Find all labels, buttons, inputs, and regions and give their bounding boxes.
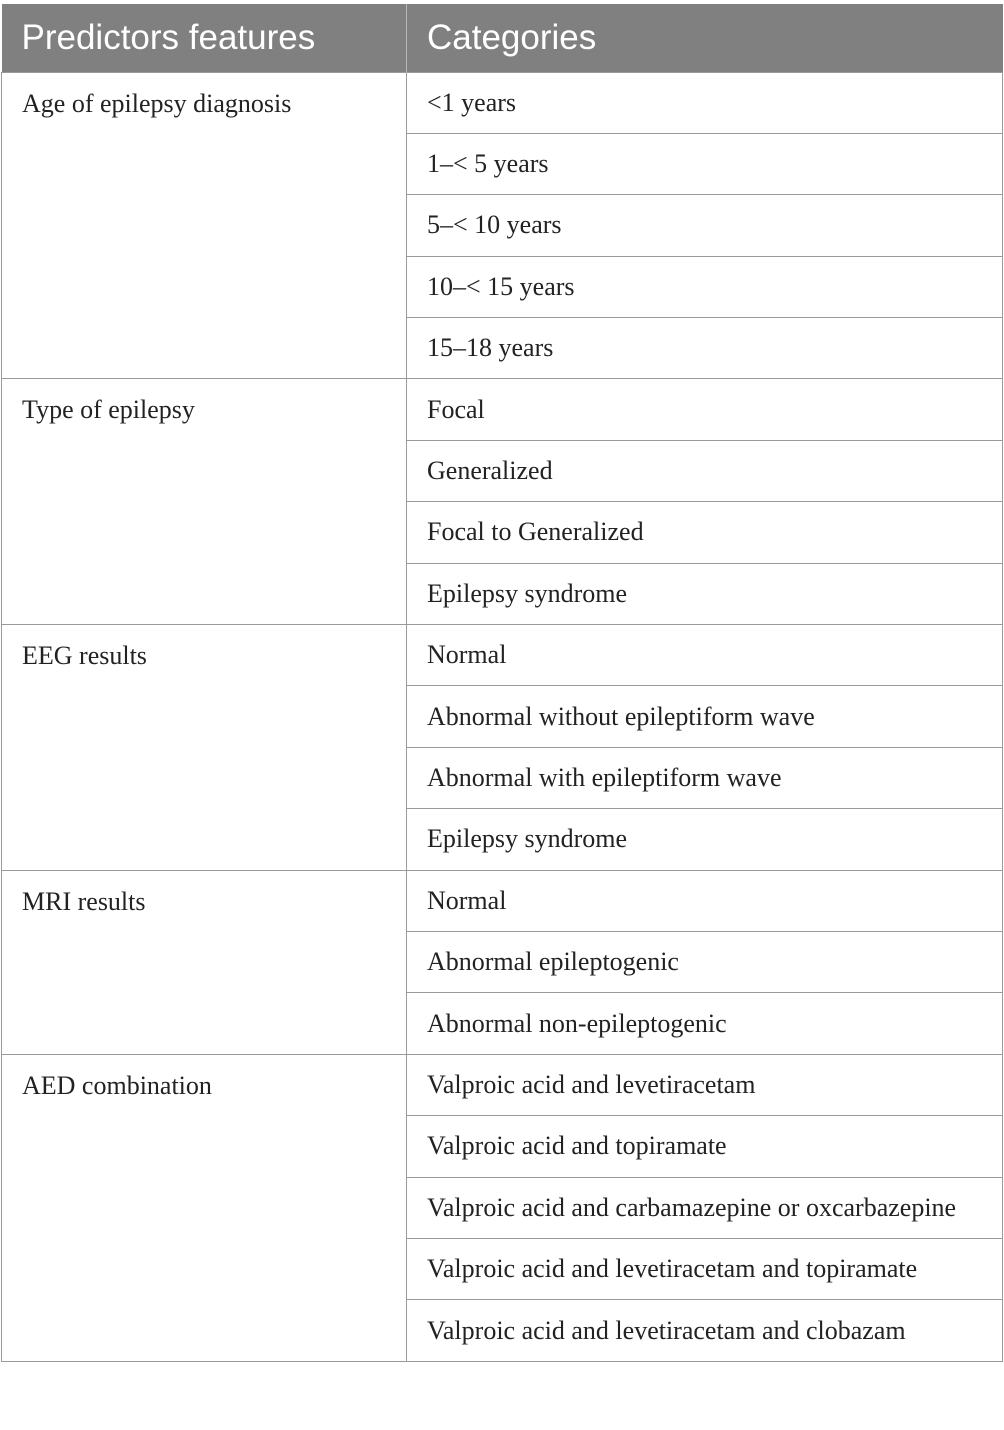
category-cell: 1–< 5 years xyxy=(407,133,1003,194)
category-cell: <1 years xyxy=(407,72,1003,133)
predictor-cell: Type of epilepsy xyxy=(2,379,407,625)
table-row xyxy=(2,72,1003,133)
predictors-table xyxy=(1,4,1003,1362)
header-row xyxy=(2,4,1003,72)
category-cell: Valproic acid and topiramate xyxy=(407,1116,1003,1177)
header-categories: Categories xyxy=(407,4,1003,72)
table-row xyxy=(2,1054,1003,1115)
predictor-cell: MRI results xyxy=(2,870,407,1054)
category-cell: 5–< 10 years xyxy=(407,195,1003,256)
category-cell: Normal xyxy=(407,625,1003,686)
table-row xyxy=(2,379,1003,440)
category-cell: Epilepsy syndrome xyxy=(407,563,1003,624)
category-cell: Normal xyxy=(407,870,1003,931)
category-cell: 10–< 15 years xyxy=(407,256,1003,317)
predictor-cell: EEG results xyxy=(2,625,407,871)
header-predictors: Predictors features xyxy=(2,4,407,72)
category-cell: Valproic acid and levetiracetam and topiramate xyxy=(407,1238,1003,1299)
category-cell: Focal xyxy=(407,379,1003,440)
category-cell: 15–18 years xyxy=(407,318,1003,379)
category-cell: Valproic acid and levetiracetam xyxy=(407,1054,1003,1115)
category-cell: Generalized xyxy=(407,440,1003,501)
category-cell: Abnormal non-epileptogenic xyxy=(407,993,1003,1054)
category-cell: Abnormal without epileptiform wave xyxy=(407,686,1003,747)
category-cell: Abnormal with epileptiform wave xyxy=(407,747,1003,808)
category-cell: Valproic acid and carbamazepine or oxcarbazepine xyxy=(407,1177,1003,1238)
category-cell: Valproic acid and levetiracetam and clobazam xyxy=(407,1300,1003,1361)
category-cell: Focal to Generalized xyxy=(407,502,1003,563)
predictor-cell: AED combination xyxy=(2,1054,407,1361)
table-row xyxy=(2,625,1003,686)
category-cell: Epilepsy syndrome xyxy=(407,809,1003,870)
table-row xyxy=(2,870,1003,931)
category-cell: Abnormal epileptogenic xyxy=(407,931,1003,992)
predictor-cell: Age of epilepsy diagnosis xyxy=(2,72,407,379)
